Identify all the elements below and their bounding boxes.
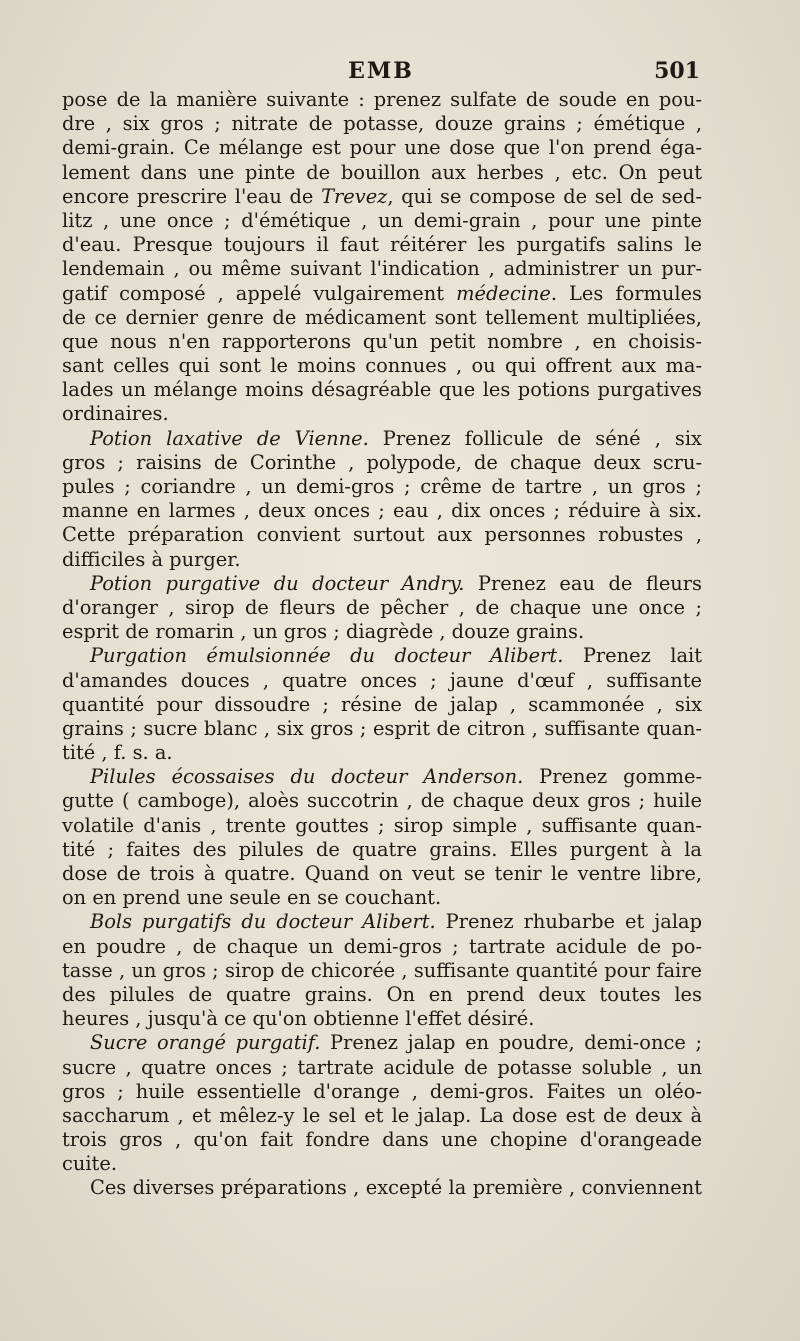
- recipe-title: Sucre orangé purgatif.: [90, 1031, 321, 1055]
- recipe-title: Bols purgatifs du docteur Alibert.: [90, 910, 436, 934]
- recipe-line: [62, 644, 702, 668]
- text-segment: encore prescrire l'eau de: [62, 184, 322, 208]
- text-line: saccharum , et mêlez-y le sel et le jalap. La dose est de deux à: [62, 1103, 702, 1127]
- text-line: manne en larmes , deux onces ; eau , dix onces ; réduire à six.: [62, 499, 702, 523]
- recipe-title: Potion laxative de Vienne.: [90, 426, 369, 450]
- text-segment: Prenez follicule de séné , six: [368, 426, 702, 450]
- text-line: pules ; coriandre , un demi-gros ; crême de tartre , un gros ;: [62, 475, 702, 498]
- text-segment: , qui se compose de sel de sed-: [387, 184, 702, 208]
- recipe-line: [62, 1031, 702, 1055]
- text-line: [62, 185, 702, 209]
- text-line: cuite.: [62, 1152, 117, 1176]
- page-number: 501: [654, 58, 700, 84]
- text-line: sucre , quatre onces ; tartrate acidule de potasse soluble , un: [62, 1055, 702, 1079]
- text-line: [62, 282, 702, 306]
- text-line: demi-grain. Ce mélange est pour une dose que l'on prend éga-: [62, 136, 702, 160]
- text-segment: Prenez gomme-: [523, 765, 702, 789]
- text-line: tasse , un gros ; sirop de chicorée , suffisante quantité pour faire: [62, 958, 702, 982]
- text-line: difficiles à purger.: [62, 547, 241, 571]
- text-line: on en prend une seule en se couchant.: [62, 886, 442, 910]
- text-segment: . Les formules: [550, 281, 703, 305]
- text-line: des pilules de quatre grains. On en prend deux toutes les: [62, 982, 702, 1006]
- text-line: gros ; huile essentielle d'orange , demi-gros. Faites un oléo-: [62, 1079, 702, 1103]
- text-line: en poudre , de chaque un demi-gros ; tartrate acidule de po-: [62, 934, 702, 958]
- text-line: heures , jusqu'à ce qu'on obtienne l'effet désiré.: [62, 1007, 535, 1031]
- text-line: tité ; faites des pilules de quatre grains. Elles purgent à la: [62, 837, 702, 861]
- text-line: de ce dernier genre de médicament sont tellement multipliées,: [62, 305, 702, 329]
- text-segment: Prenez eau de fleurs: [464, 571, 702, 595]
- body-text: [62, 88, 702, 1201]
- text-line: ordinaires.: [62, 402, 169, 426]
- page-header: [62, 58, 700, 88]
- text-line: sant celles qui sont le moins connues , ou qui offrent aux ma-: [62, 354, 702, 378]
- text-line: que nous n'en rapporterons qu'un petit nombre , en choisis-: [62, 329, 702, 353]
- recipe-line: [62, 427, 702, 451]
- text-line: dre , six gros ; nitrate de potasse, douze grains ; émétique ,: [62, 112, 702, 136]
- text-segment: Prenez jalap en poudre, demi-once ;: [320, 1031, 702, 1055]
- text-line: grains ; sucre blanc , six gros ; esprit de citron , suffisante quan-: [62, 716, 702, 740]
- text-line: gros ; raisins de Corinthe , polypode, de chaque deux scru-: [62, 450, 702, 474]
- text-line: Ces diverses préparations , excepté la première , conviennent: [90, 1176, 702, 1200]
- italic-term: médecine: [456, 281, 551, 305]
- text-line: trois gros , qu'on fait fondre dans une chopine d'orangeade: [62, 1128, 702, 1152]
- recipe-line: [62, 765, 702, 789]
- text-line: d'oranger , sirop de fleurs de pêcher , de chaque une once ;: [62, 595, 702, 619]
- text-line: lades un mélange moins désagréable que les potions purgatives: [62, 378, 702, 402]
- text-line: Cette préparation convient surtout aux personnes robustes ,: [62, 523, 702, 547]
- text-line: quantité pour dissoudre ; résine de jalap , scammonée , six: [62, 692, 702, 716]
- text-segment: Prenez lait: [563, 644, 702, 668]
- recipe-title: Potion purgative du docteur Andry.: [90, 571, 465, 595]
- text-segment: gatif composé , appelé vulgairement: [62, 281, 457, 305]
- text-line: volatile d'anis , trente gouttes ; sirop simple , suffisante quan-: [62, 813, 702, 837]
- text-line: tité , f. s. a.: [62, 741, 173, 765]
- recipe-title: Purgation émulsionnée du docteur Alibert.: [90, 644, 564, 668]
- text-line: esprit de romarin , un gros ; diagrède , douze grains.: [62, 620, 585, 644]
- recipe-line: [62, 572, 702, 596]
- text-line: d'amandes douces , quatre onces ; jaune d'œuf , suffisante: [62, 668, 702, 692]
- text-line: lendemain , ou même suivant l'indication , administrer un pur-: [62, 257, 702, 281]
- running-head: EMB: [348, 58, 414, 84]
- text-segment: Prenez rhubarbe et jalap: [435, 910, 702, 934]
- text-line: dose de trois à quatre. Quand on veut se tenir le ventre libre,: [62, 862, 702, 885]
- recipe-line: [62, 910, 702, 934]
- text-line: pose de la manière suivante : prenez sulfate de soude en pou-: [62, 88, 702, 111]
- text-line: d'eau. Presque toujours il faut réitérer les purgatifs salins le: [62, 233, 702, 257]
- italic-term: Trevez: [321, 184, 388, 208]
- text-line: litz , une once ; d'émétique , un demi-grain , pour une pinte: [62, 208, 702, 232]
- recipe-title: Pilules écossaises du docteur Anderson.: [90, 765, 524, 789]
- text-line: gutte ( camboge), aloès succotrin , de chaque deux gros ; huile: [62, 789, 702, 813]
- text-line: lement dans une pinte de bouillon aux herbes , etc. On peut: [62, 160, 702, 184]
